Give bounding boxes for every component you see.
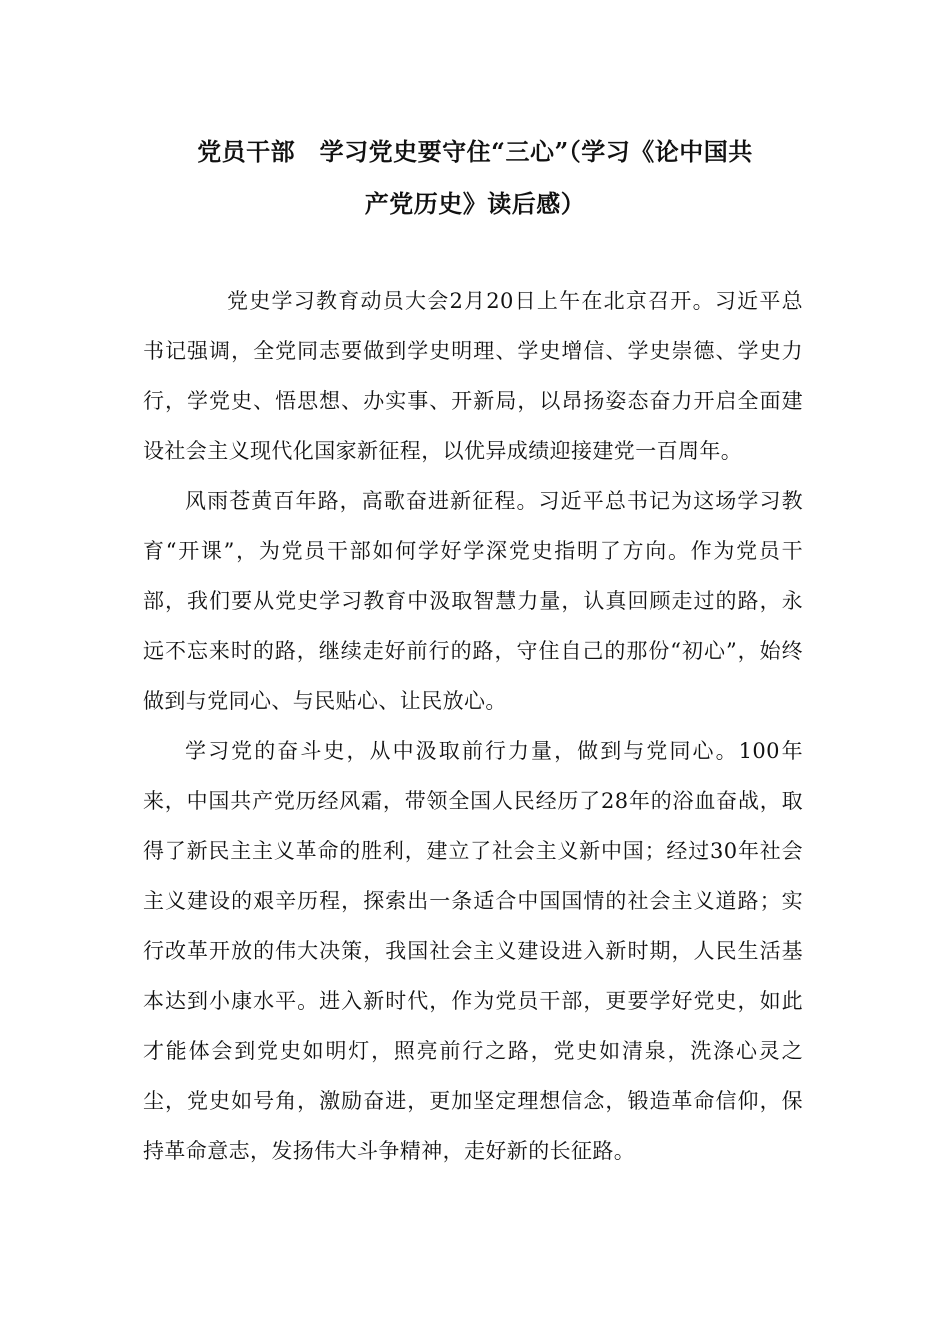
paragraph-1: 党史学习教育动员大会2月20日上午在北京召开。习近平总书记强调，全党同志要做到学史明理、学史增信、学史崇德、学史力行，学党史、悟思想、办实事、开新局，以昂扬姿态奋力开启全面建设社会主义现代化国家新征程，以优异成绩迎接建党一百周年。	[143, 289, 803, 463]
document-title	[140, 126, 810, 230]
paragraph-3: 学习党的奋斗史，从中汲取前行力量，做到与党同心。100年来，中国共产党历经风霜，带领全国人民经历了28年的浴血奋战，取得了新民主主义革命的胜利，建立了社会主义新中国；经过30年社会主义建设的艰辛历程，探索出一条适合中国国情的社会主义道路；实行改革开放的伟大决策，我国社会主义建设进入新时期，人民生活基本达到小康水平。进入新时代，作为党员干部，更要学好党史，如此才能体会到党史如明灯，照亮前行之路，党史如清泉，洗涤心灵之尘，党史如号角，激励奋进，更加坚定理想信念，锻造革命信仰，保持革命意志，发扬伟大斗争精神，走好新的长征路。	[143, 739, 803, 1163]
paragraph-2: 风雨苍黄百年路，高歌奋进新征程。习近平总书记为这场学习教育“开课”，为党员干部如何学好学深党史指明了方向。作为党员干部，我们要从党史学习教育中汲取智慧力量，认真回顾走过的路，永远不忘来时的路，继续走好前行的路，守住自己的那份“初心”，始终做到与党同心、与民贴心、让民放心。	[143, 489, 803, 713]
document-body	[143, 276, 803, 1176]
title-line-1: 党员干部 学习党史要守住“三心”（学习《论中国共	[197, 137, 753, 166]
title-line-2: 产党历史》读后感）	[364, 189, 586, 218]
